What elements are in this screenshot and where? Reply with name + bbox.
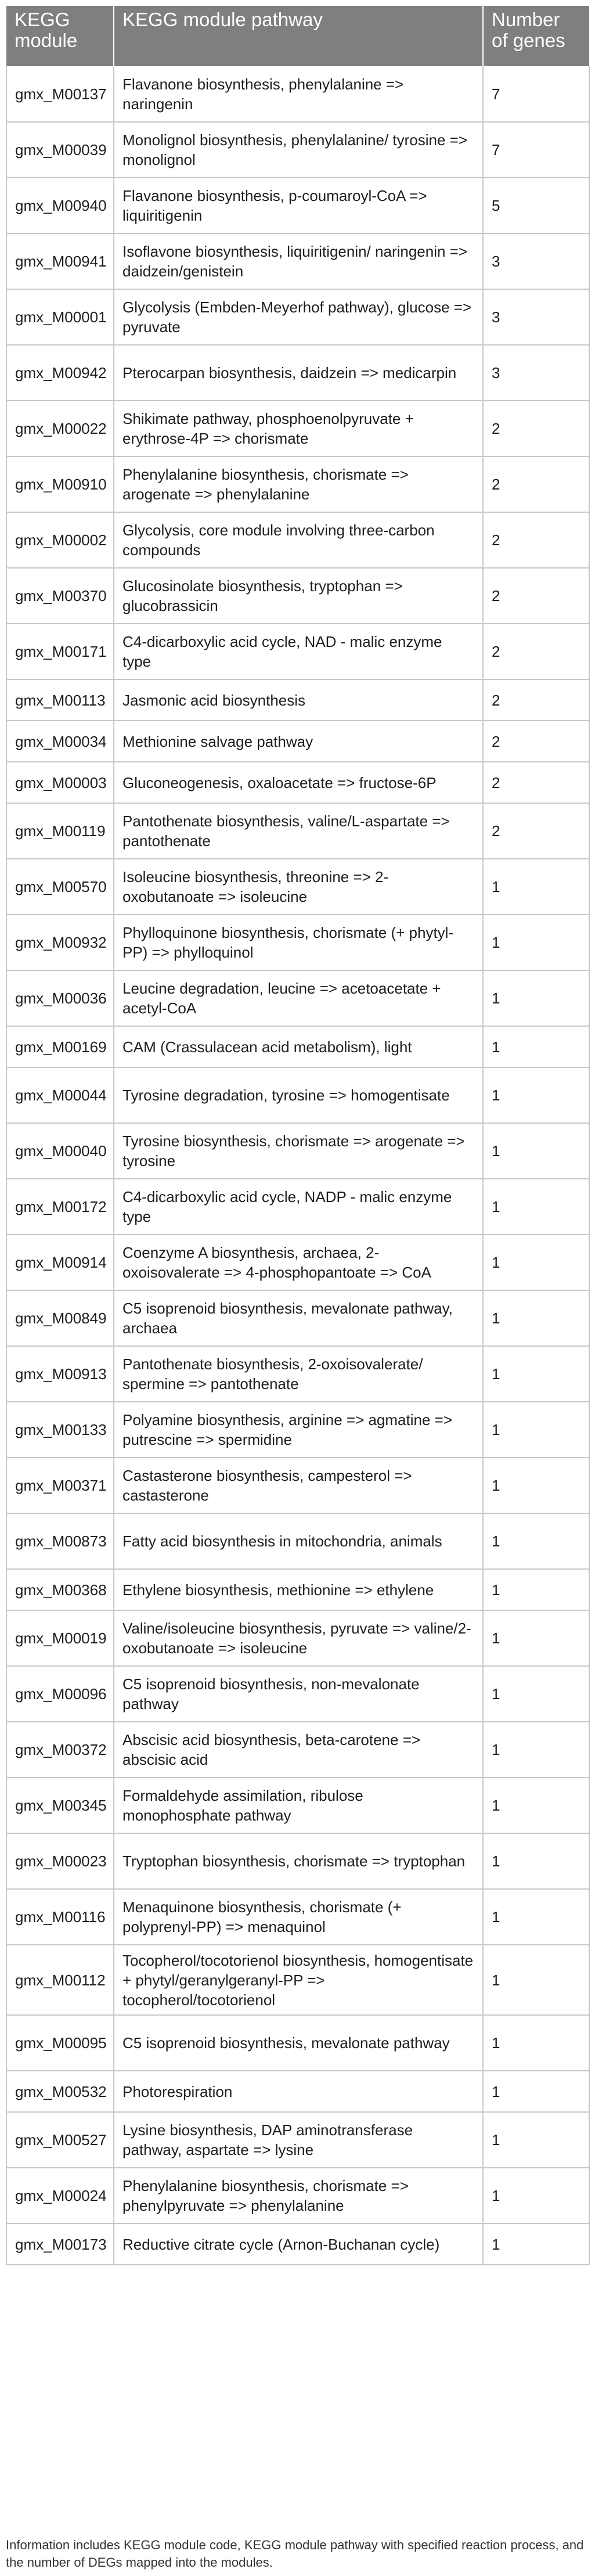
gene-count-cell: 1 — [483, 1513, 589, 1569]
pathway-cell: Menaquinone biosynthesis, chorismate (+ polyprenyl-PP) => menaquinol — [114, 1889, 483, 1945]
gene-count-cell: 1 — [483, 1026, 589, 1067]
gene-count-cell: 2 — [483, 456, 589, 512]
gene-count-cell: 1 — [483, 859, 589, 915]
module-cell: gmx_M00173 — [6, 2224, 114, 2265]
module-cell: gmx_M00910 — [6, 456, 114, 512]
pathway-cell: C4-dicarboxylic acid cycle, NAD - malic enzyme type — [114, 624, 483, 679]
table-row — [6, 1833, 589, 1889]
table-row — [6, 2071, 589, 2112]
pathway-cell: Tocopherol/tocotorienol biosynthesis, homogentisate + phytyl/geranylgeranyl-PP => tocopherol/tocotorienol — [114, 1945, 483, 2015]
module-cell: gmx_M00940 — [6, 178, 114, 233]
module-cell: gmx_M00371 — [6, 1458, 114, 1513]
table-header — [6, 6, 589, 66]
gene-count-cell: 2 — [483, 721, 589, 762]
module-cell: gmx_M00171 — [6, 624, 114, 679]
module-cell: gmx_M00002 — [6, 512, 114, 568]
gene-count-cell: 1 — [483, 1569, 589, 1610]
pathway-cell: Leucine degradation, leucine => acetoacetate + acetyl-CoA — [114, 970, 483, 1026]
pathway-cell: Shikimate pathway, phosphoenolpyruvate + erythrose-4P => chorismate — [114, 401, 483, 456]
table-row — [6, 721, 589, 762]
gene-count-cell: 2 — [483, 568, 589, 624]
pathway-cell: C5 isoprenoid biosynthesis, mevalonate pathway — [114, 2015, 483, 2071]
table-row — [6, 2168, 589, 2224]
pathway-cell: Pantothenate biosynthesis, 2-oxoisovalerate/ spermine => pantothenate — [114, 1346, 483, 1402]
module-cell: gmx_M00913 — [6, 1346, 114, 1402]
table-row — [6, 1026, 589, 1067]
pathway-cell: CAM (Crassulacean acid metabolism), light — [114, 1026, 483, 1067]
table-row — [6, 1067, 589, 1123]
pathway-cell: Tyrosine degradation, tyrosine => homogentisate — [114, 1067, 483, 1123]
table-row — [6, 178, 589, 233]
gene-count-cell: 1 — [483, 2015, 589, 2071]
table-row — [6, 1945, 589, 2015]
module-cell: gmx_M00036 — [6, 970, 114, 1026]
pathway-cell: Gluconeogenesis, oxaloacetate => fructose-6P — [114, 762, 483, 803]
gene-count-cell: 1 — [483, 1945, 589, 2015]
gene-count-cell: 2 — [483, 624, 589, 679]
module-cell: gmx_M00116 — [6, 1889, 114, 1945]
module-cell: gmx_M00345 — [6, 1778, 114, 1833]
module-cell: gmx_M00023 — [6, 1833, 114, 1889]
table-row — [6, 345, 589, 401]
table-footnote: Information includes KEGG module code, KEGG module pathway with specified reaction process, and the number of DEGs mapped into the modules. — [6, 2538, 584, 2570]
module-cell: gmx_M00112 — [6, 1945, 114, 2015]
table-row — [6, 1290, 589, 1346]
module-cell: gmx_M00001 — [6, 289, 114, 345]
header-kegg-module-pathway: KEGG module pathway — [114, 6, 483, 66]
pathway-cell: Polyamine biosynthesis, arginine => agmatine => putrescine => spermidine — [114, 1402, 483, 1458]
pathway-cell: C5 isoprenoid biosynthesis, mevalonate pathway, archaea — [114, 1290, 483, 1346]
module-cell: gmx_M00039 — [6, 122, 114, 178]
module-cell: gmx_M00849 — [6, 1290, 114, 1346]
pathway-cell: Reductive citrate cycle (Arnon-Buchanan cycle) — [114, 2224, 483, 2265]
table-row — [6, 970, 589, 1026]
module-cell: gmx_M00914 — [6, 1235, 114, 1290]
module-cell: gmx_M00034 — [6, 721, 114, 762]
module-cell: gmx_M00172 — [6, 1179, 114, 1235]
table-row — [6, 512, 589, 568]
table-row — [6, 2112, 589, 2168]
gene-count-cell: 3 — [483, 289, 589, 345]
pathway-cell: Glycolysis, core module involving three-carbon compounds — [114, 512, 483, 568]
table-row — [6, 2224, 589, 2265]
table-row — [6, 1513, 589, 1569]
gene-count-cell: 1 — [483, 2071, 589, 2112]
gene-count-cell: 1 — [483, 2168, 589, 2224]
table-row — [6, 1610, 589, 1666]
module-cell: gmx_M00169 — [6, 1026, 114, 1067]
header-row — [6, 6, 589, 66]
table-body — [6, 66, 589, 2265]
table-row — [6, 1666, 589, 1722]
module-cell: gmx_M00113 — [6, 679, 114, 721]
module-cell: gmx_M00370 — [6, 568, 114, 624]
module-cell: gmx_M00873 — [6, 1513, 114, 1569]
pathway-cell: Phenylalanine biosynthesis, chorismate => phenylpyruvate => phenylalanine — [114, 2168, 483, 2224]
module-cell: gmx_M00942 — [6, 345, 114, 401]
gene-count-cell: 1 — [483, 2224, 589, 2265]
pathway-cell: C4-dicarboxylic acid cycle, NADP - malic enzyme type — [114, 1179, 483, 1235]
gene-count-cell: 1 — [483, 1889, 589, 1945]
pathway-cell: Formaldehyde assimilation, ribulose monophosphate pathway — [114, 1778, 483, 1833]
module-cell: gmx_M00527 — [6, 2112, 114, 2168]
module-cell: gmx_M00932 — [6, 915, 114, 970]
gene-count-cell: 1 — [483, 1067, 589, 1123]
pathway-cell: Flavanone biosynthesis, phenylalanine => naringenin — [114, 66, 483, 122]
gene-count-cell: 2 — [483, 803, 589, 859]
table-row — [6, 122, 589, 178]
gene-count-cell: 2 — [483, 762, 589, 803]
gene-count-cell: 3 — [483, 233, 589, 289]
pathway-cell: Ethylene biosynthesis, methionine => ethylene — [114, 1569, 483, 1610]
table-row — [6, 1235, 589, 1290]
table-row — [6, 1458, 589, 1513]
data-table — [6, 6, 590, 2265]
gene-count-cell: 1 — [483, 1666, 589, 1722]
module-cell: gmx_M00532 — [6, 2071, 114, 2112]
module-cell: gmx_M00570 — [6, 859, 114, 915]
pathway-cell: Tryptophan biosynthesis, chorismate => tryptophan — [114, 1833, 483, 1889]
module-cell: gmx_M00022 — [6, 401, 114, 456]
pathway-cell: Isoflavone biosynthesis, liquiritigenin/ naringenin => daidzein/genistein — [114, 233, 483, 289]
pathway-cell: Jasmonic acid biosynthesis — [114, 679, 483, 721]
table-row — [6, 2015, 589, 2071]
pathway-cell: C5 isoprenoid biosynthesis, non-mevalonate pathway — [114, 1666, 483, 1722]
gene-count-cell: 1 — [483, 1833, 589, 1889]
module-cell: gmx_M00003 — [6, 762, 114, 803]
gene-count-cell: 3 — [483, 345, 589, 401]
table-row — [6, 803, 589, 859]
gene-count-cell: 1 — [483, 2112, 589, 2168]
gene-count-cell: 1 — [483, 915, 589, 970]
pathway-cell: Methionine salvage pathway — [114, 721, 483, 762]
module-cell: gmx_M00133 — [6, 1402, 114, 1458]
table-row — [6, 624, 589, 679]
module-cell: gmx_M00941 — [6, 233, 114, 289]
gene-count-cell: 1 — [483, 1123, 589, 1179]
table-row — [6, 1722, 589, 1778]
table-row — [6, 1778, 589, 1833]
table-row — [6, 568, 589, 624]
gene-count-cell: 1 — [483, 1458, 589, 1513]
table-row — [6, 1402, 589, 1458]
pathway-cell: Valine/isoleucine biosynthesis, pyruvate => valine/2-oxobutanoate => isoleucine — [114, 1610, 483, 1666]
gene-count-cell: 7 — [483, 122, 589, 178]
pathway-cell: Isoleucine biosynthesis, threonine => 2-oxobutanoate => isoleucine — [114, 859, 483, 915]
gene-count-cell: 1 — [483, 1610, 589, 1666]
table-row — [6, 401, 589, 456]
table-row — [6, 762, 589, 803]
module-cell: gmx_M00024 — [6, 2168, 114, 2224]
module-cell: gmx_M00137 — [6, 66, 114, 122]
gene-count-cell: 5 — [483, 178, 589, 233]
kegg-module-table — [6, 6, 589, 2265]
table-row — [6, 233, 589, 289]
table-row — [6, 859, 589, 915]
gene-count-cell: 1 — [483, 970, 589, 1026]
pathway-cell: Glucosinolate biosynthesis, tryptophan => glucobrassicin — [114, 568, 483, 624]
table-row — [6, 1123, 589, 1179]
gene-count-cell: 2 — [483, 401, 589, 456]
table-row — [6, 1889, 589, 1945]
pathway-cell: Photorespiration — [114, 2071, 483, 2112]
gene-count-cell: 2 — [483, 679, 589, 721]
pathway-cell: Coenzyme A biosynthesis, archaea, 2-oxoisovalerate => 4-phosphopantoate => CoA — [114, 1235, 483, 1290]
pathway-cell: Pterocarpan biosynthesis, daidzein => medicarpin — [114, 345, 483, 401]
gene-count-cell: 7 — [483, 66, 589, 122]
table-row — [6, 289, 589, 345]
pathway-cell: Fatty acid biosynthesis in mitochondria, animals — [114, 1513, 483, 1569]
table-row — [6, 456, 589, 512]
pathway-cell: Abscisic acid biosynthesis, beta-carotene => abscisic acid — [114, 1722, 483, 1778]
header-kegg-module: KEGG module — [6, 6, 114, 66]
module-cell: gmx_M00119 — [6, 803, 114, 859]
table-row — [6, 1569, 589, 1610]
gene-count-cell: 1 — [483, 1235, 589, 1290]
table-row — [6, 1346, 589, 1402]
gene-count-cell: 1 — [483, 1722, 589, 1778]
module-cell: gmx_M00095 — [6, 2015, 114, 2071]
gene-count-cell: 2 — [483, 512, 589, 568]
gene-count-cell: 1 — [483, 1290, 589, 1346]
module-cell: gmx_M00096 — [6, 1666, 114, 1722]
gene-count-cell: 1 — [483, 1778, 589, 1833]
table-row — [6, 66, 589, 122]
pathway-cell: Flavanone biosynthesis, p-coumaroyl-CoA => liquiritigenin — [114, 178, 483, 233]
gene-count-cell: 1 — [483, 1346, 589, 1402]
gene-count-cell: 1 — [483, 1402, 589, 1458]
table-row — [6, 679, 589, 721]
pathway-cell: Lysine biosynthesis, DAP aminotransferase pathway, aspartate => lysine — [114, 2112, 483, 2168]
pathway-cell: Tyrosine biosynthesis, chorismate => arogenate => tyrosine — [114, 1123, 483, 1179]
module-cell: gmx_M00044 — [6, 1067, 114, 1123]
pathway-cell: Glycolysis (Embden-Meyerhof pathway), glucose => pyruvate — [114, 289, 483, 345]
pathway-cell: Monolignol biosynthesis, phenylalanine/ tyrosine => monolignol — [114, 122, 483, 178]
module-cell: gmx_M00372 — [6, 1722, 114, 1778]
table-row — [6, 915, 589, 970]
pathway-cell: Phenylalanine biosynthesis, chorismate => arogenate => phenylalanine — [114, 456, 483, 512]
pathway-cell: Phylloquinone biosynthesis, chorismate (+ phytyl-PP) => phylloquinol — [114, 915, 483, 970]
module-cell: gmx_M00040 — [6, 1123, 114, 1179]
gene-count-cell: 1 — [483, 1179, 589, 1235]
table-row — [6, 1179, 589, 1235]
pathway-cell: Pantothenate biosynthesis, valine/L-aspartate => pantothenate — [114, 803, 483, 859]
header-number-of-genes: Number of genes — [483, 6, 589, 66]
pathway-cell: Castasterone biosynthesis, campesterol => castasterone — [114, 1458, 483, 1513]
module-cell: gmx_M00019 — [6, 1610, 114, 1666]
module-cell: gmx_M00368 — [6, 1569, 114, 1610]
